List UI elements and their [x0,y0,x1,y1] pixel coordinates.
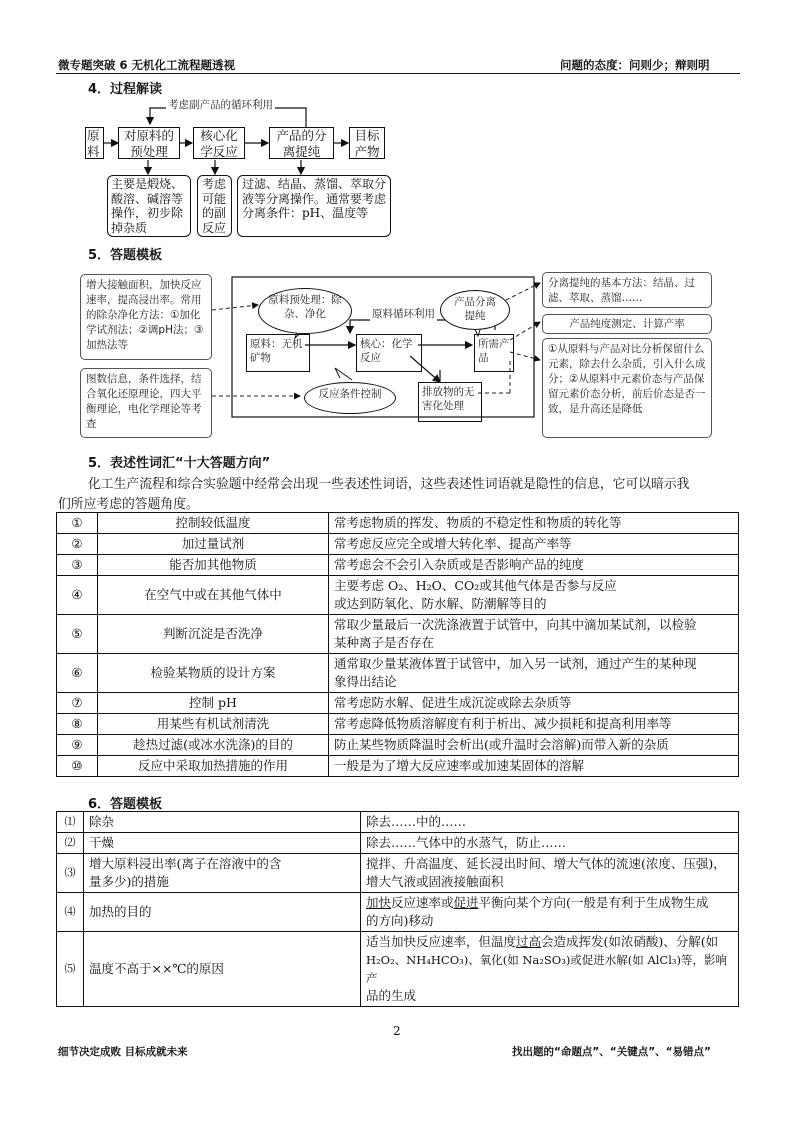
row-key: 能否加其他物质 [98,555,329,576]
row-key-line: 增大原料浸出率(离子在溶液中的含 [89,856,282,871]
row-key [84,854,361,893]
underlined-term: 过高 [516,934,542,949]
row-key: 加过量试剂 [98,534,329,555]
section5b-intro-2: 们所应考虑的答题角度。 [58,497,199,512]
section5b-intro-1: 化工生产流程和综合实验题中经常会出现一些表述性词语，这些表述性词语就是隐性的信息，它可以暗示我 [88,477,690,492]
table-row [57,812,739,833]
page-number: 2 [393,1024,401,1038]
flow-step-raw: 原料 [85,127,104,159]
row-number: ⑸ [57,932,84,1007]
row-value-line: 或达到防氧化、防水解、防潮解等目的 [334,596,547,611]
box-product: 所需产品 [474,334,514,372]
row-value: 防止某些物质降温时会析出(或升温时会溶解)而带入新的杂质 [329,735,739,756]
flow-step-target-product: 目标产物 [349,127,385,159]
answer-directions-table [56,512,739,777]
row-number: ⑨ [57,735,98,756]
row-value [329,654,739,693]
row-number: ④ [57,576,98,615]
section5b-title: 5．表述性词汇“十大答题方向” [88,456,271,471]
row-value: 常考虑会不会引入杂质或是否影响产品的纯度 [329,555,739,576]
underlined-term: 加快 [366,895,392,910]
row-key-line: 量多少)的措施 [89,874,169,889]
row-number: ① [57,513,98,534]
row-value-line: 的方向)移动 [366,913,434,928]
bubble-condition-control: 反应条件控制 [304,382,396,414]
table-row [57,534,739,555]
table-row [57,513,739,534]
note-right-purity: 产品纯度测定、计算产率 [542,314,712,334]
row-value [361,932,739,1007]
table-row [57,654,739,693]
row-value: 常考虑反应完全或增大转化率、提高产率等 [329,534,739,555]
note-right-analysis: ①从原料与产品对比分析保留什么元素，除去什么杂质，引入什么成分；②从原料中元素价态与产品保留元素价态分析，前后价态是否一致，是升高还是降低 [542,338,712,438]
text-span: 反应速率或 [391,895,454,910]
table-row [57,932,739,1007]
row-value-line: 通常取少量某液体置于试管中，加入另一试剂，通过产生的某种现 [334,656,697,671]
row-value: 常考虑防水解、促进生成沉淀或除去杂质等 [329,693,739,714]
row-value-line: 某种离子是否存在 [334,635,435,650]
row-value-line: 品的生成 [366,988,417,1003]
note-separation: 过滤、结晶、蒸馏、萃取分液等分离操作。通常要考虑分离条件：pH、温度等 [237,175,391,237]
table-row [57,735,739,756]
row-key: 在空气中或在其他气体中 [98,576,329,615]
row-number: ⑵ [57,833,84,854]
row-number: ⑩ [57,756,98,777]
note-right-separation: 分离提纯的基本方法：结晶、过滤、萃取、蒸馏…… [542,272,712,308]
row-value: 除去……中的…… [361,812,739,833]
row-value: 一般是为了增大反应速率或加速某固体的溶解 [329,756,739,777]
row-number: ⑧ [57,714,98,735]
row-value-line [366,894,733,912]
section4-title: 4．过程解读 [88,82,163,97]
table-row [57,714,739,735]
row-key: 除杂 [84,812,361,833]
bubble-product-separation: 产品分离提纯 [440,290,510,330]
row-value-line: 搅拌、升高温度、延长浸出时间、增大气体的流速(浓度、压强)， [366,856,726,871]
row-number: ⑶ [57,854,84,893]
row-key: 趁热过滤(或冰水洗涤)的目的 [98,735,329,756]
row-key: 用某些有机试剂清洗 [98,714,329,735]
row-value-line: 增大气液或固液接触面积 [366,874,504,889]
box-waste-treatment: 排放物的无害化处理 [418,382,482,422]
table-row [57,693,739,714]
row-key: 加热的目的 [84,893,361,932]
row-key: 温度不高于××℃的原因 [84,932,361,1007]
note-pretreatment: 主要是煅烧、酸溶、碱溶等操作，初步除掉杂质 [107,175,191,237]
row-key: 干燥 [84,833,361,854]
row-value: 常考虑降低物质溶解度有利于析出、减少损耗和提高利用率等 [329,714,739,735]
text-span: 会造成挥发(如浓硝酸)、分解(如 [541,934,719,949]
row-key: 反应中采取加热措施的作用 [98,756,329,777]
row-number: ⑦ [57,693,98,714]
flow-step-separation: 产品的分离提纯 [269,127,334,159]
row-value-line: 主要考虑 O₂、H₂O、CO₂或其他气体是否参与反应 [334,578,617,593]
row-number: ③ [57,555,98,576]
note-side-reaction: 考虑可能的副反应 [197,175,232,237]
row-value [329,615,739,654]
row-number: ⑤ [57,615,98,654]
table-row [57,576,739,615]
box-core-reaction: 核心：化学反应 [356,334,422,372]
answer-template-table [56,811,739,1007]
text-span: 平衡向某个方向(一般是有利于生成物生成 [478,895,709,910]
section5a-title: 5．答题模板 [88,248,163,263]
table-row [57,555,739,576]
note-left-bottom: 图数信息，条件选择，结合氧化还原理论，四大平衡理论，电化学理论等考查 [80,368,212,438]
row-value [361,854,739,893]
recycle-label: 原料循环利用 [372,308,435,320]
row-number: ⑥ [57,654,98,693]
footer-right: 找出题的“命题点”、“关键点”、“易错点” [512,1046,711,1058]
row-key: 检验某物质的设计方案 [98,654,329,693]
row-value [361,893,739,932]
box-raw-material: 原料：无机矿物 [246,334,310,372]
row-value-line: H₂O₂、NH₄HCO₃)、氧化(如 Na₂SO₃)或促进水解(如 AlCl₃)等，影响产 [366,953,728,985]
header-right: 问题的态度：问则少；辩则明 [560,58,710,72]
section6-title: 6．答题模板 [88,797,163,812]
row-number: ⑷ [57,893,84,932]
footer-left: 细节决定成败 目标成就未来 [58,1046,188,1058]
row-value-line: 常取少量最后一次洗涤液置于试管中，向其中滴加某试剂，以检验 [334,617,697,632]
row-key: 控制较低温度 [98,513,329,534]
table-row [57,756,739,777]
row-value-line [366,933,733,951]
table-row [57,833,739,854]
note-left-top: 增大接触面积，加快反应速率，提高浸出率。常用的除杂净化方法：①加化学试剂法；②调pH法；③加热法等 [80,274,212,360]
header-left: 微专题突破 6 无机化工流程题透视 [58,58,236,72]
flow-step-core-reaction: 核心化学反应 [193,127,245,159]
table-row [57,615,739,654]
row-value-line: 象得出结论 [334,674,397,689]
row-value [329,576,739,615]
loop-label: 考虑副产品的循环利用 [168,99,273,111]
row-key: 控制 pH [98,693,329,714]
table-row [57,854,739,893]
table-row [57,893,739,932]
row-key: 判断沉淀是否洗净 [98,615,329,654]
row-value: 常考虑物质的挥发、物质的不稳定性和物质的转化等 [329,513,739,534]
row-number: ⑴ [57,812,84,833]
bubble-pretreatment: 原料预处理：除杂、净化 [258,288,352,334]
text-span: 适当加快反应速率，但温度 [366,934,517,949]
flow-step-pretreatment: 对原料的预处理 [118,127,180,159]
row-value: 除去……气体中的水蒸气，防止…… [361,833,739,854]
row-number: ② [57,534,98,555]
underlined-term: 促进 [453,895,479,910]
